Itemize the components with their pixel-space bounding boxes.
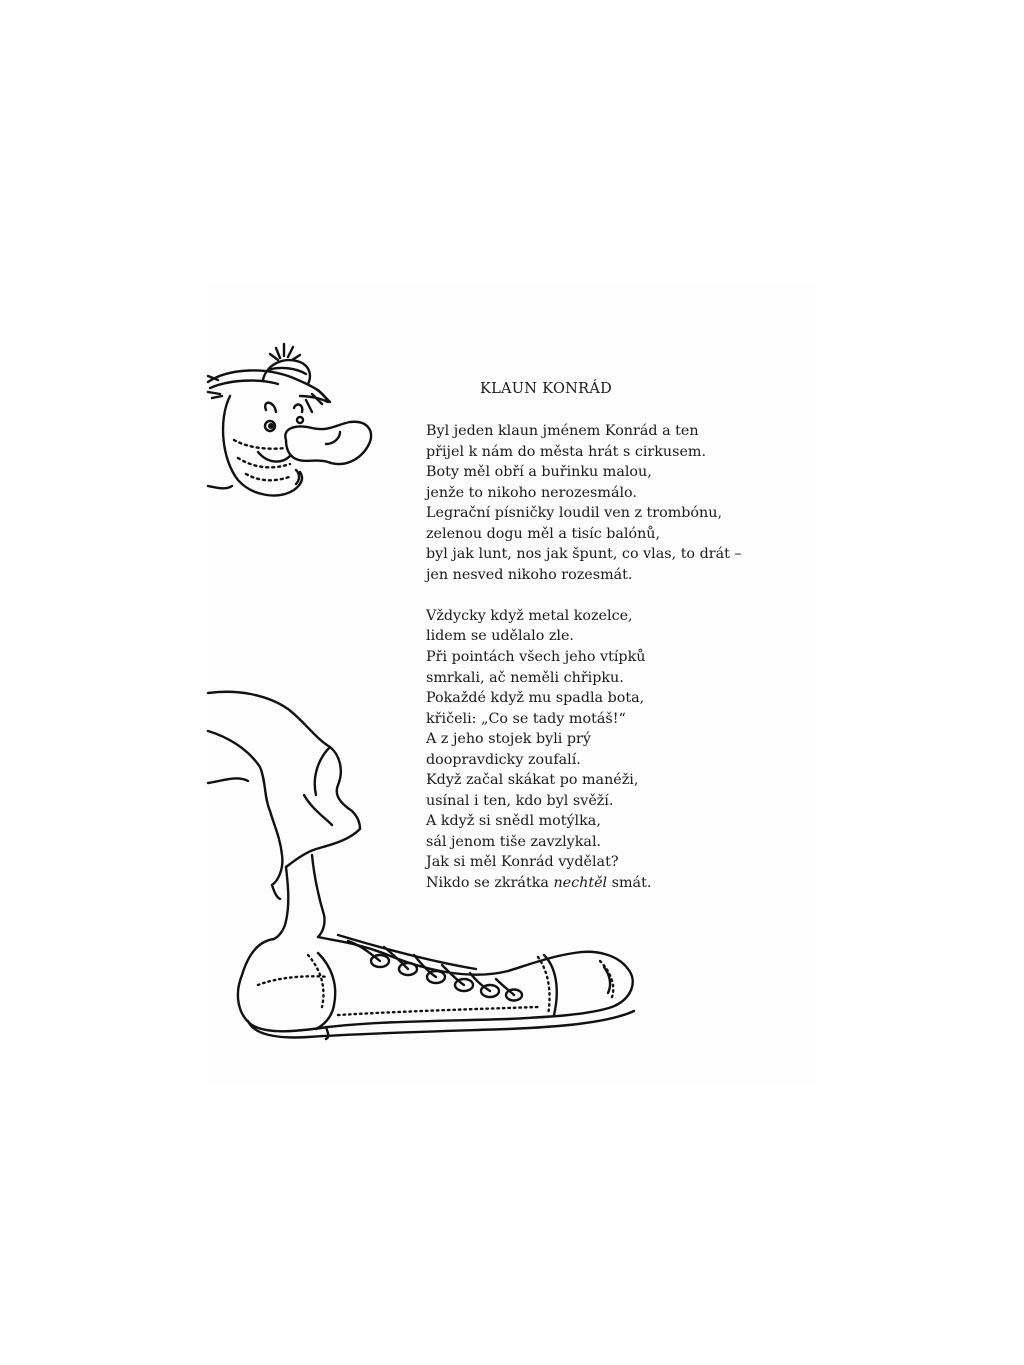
poem-line: Boty měl obří a buřinku malou, bbox=[426, 464, 652, 481]
poem-line: Jak si měl Konrád vydělat? bbox=[426, 854, 619, 871]
poem-line: byl jak lunt, nos jak špunt, co vlas, to drát – bbox=[426, 546, 742, 563]
stanza-1 bbox=[426, 421, 786, 585]
poem-line: Vždycky když metal kozelce, bbox=[426, 607, 633, 624]
last-line-end: smát. bbox=[607, 874, 652, 891]
poem-line: Pokaždé když mu spadla bota, bbox=[426, 690, 645, 707]
last-line-start: Nikdo se zkrátka bbox=[426, 874, 554, 891]
poem-line: jen nesved nikoho rozesmát. bbox=[426, 566, 633, 583]
poem-line: A z jeho stojek byli prý bbox=[426, 731, 591, 748]
poem-line: usínal i ten, kdo byl svěží. bbox=[426, 792, 614, 809]
poem-line: smrkali, ač neměli chřipku. bbox=[426, 669, 624, 686]
poem-line: A když si snědl motýlka, bbox=[426, 813, 601, 830]
poem-line: Při pointách všech jeho vtípků bbox=[426, 648, 646, 665]
poem bbox=[426, 378, 786, 914]
poem-line: Byl jeden klaun jménem Konrád a ten bbox=[426, 423, 699, 439]
poem-line: sál jenom tiše zavzlykal. bbox=[426, 833, 602, 850]
poem-line: Legrační písničky loudil ven z trombónu, bbox=[426, 505, 722, 522]
stanza-2 bbox=[426, 606, 786, 894]
poem-last-line bbox=[426, 873, 786, 894]
poem-line: doopravdicky zoufalí. bbox=[426, 751, 581, 768]
poem-title: KLAUN KONRÁD bbox=[479, 381, 613, 397]
poem-line: Když začal skákat po manéži, bbox=[426, 772, 639, 789]
poem-line: lidem se udělalo zle. bbox=[426, 628, 574, 645]
poem-line: přijel k nám do města hrát s cirkusem. bbox=[426, 443, 707, 460]
emphasized-word: nechtěl bbox=[553, 874, 608, 891]
poem-line: křičeli: „Co se tady motáš!“ bbox=[426, 710, 626, 727]
clown-head-illustration bbox=[208, 340, 378, 515]
poem-line: jenže to nikoho nerozesmálo. bbox=[426, 484, 637, 501]
poem-line: zelenou dogu měl a tisíc balónů, bbox=[426, 525, 661, 542]
